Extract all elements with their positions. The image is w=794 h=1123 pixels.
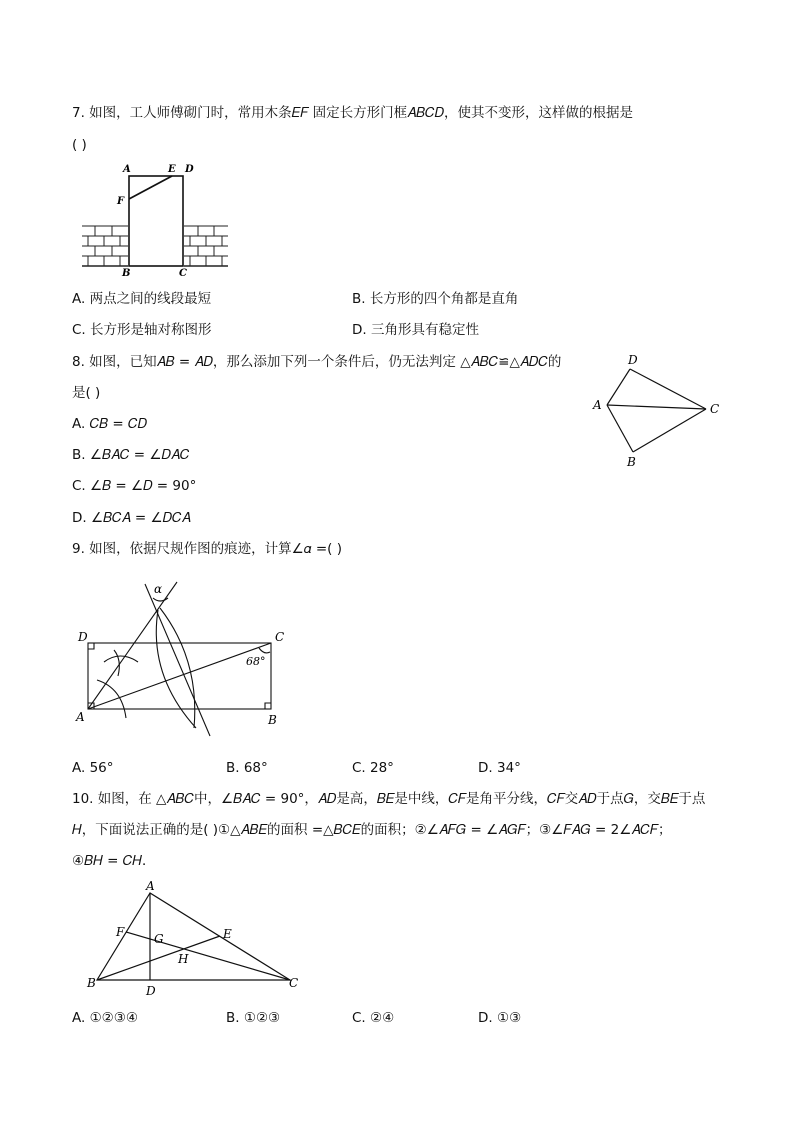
q7-label-f: F <box>117 196 125 207</box>
q8-stem-continued: 是( ) <box>72 385 101 401</box>
q10-stem-line3: ④𝐵𝐻 = 𝐶𝐻． <box>72 853 156 869</box>
q9-label-angle: 68° <box>246 655 266 668</box>
q7-option-a[interactable]: A. 两点之间的线段最短 <box>72 291 212 307</box>
q9-label-a: A <box>76 710 85 724</box>
q10-label-d: D <box>146 984 156 998</box>
q9-label-d: D <box>78 630 88 644</box>
q10-label-b: B <box>87 976 96 990</box>
q9-label-b: B <box>268 713 277 727</box>
q9-option-c[interactable]: C. 28° <box>352 760 394 776</box>
q10-label-c: C <box>289 976 299 990</box>
q9-option-a[interactable]: A. 56° <box>72 760 114 776</box>
q10-option-b[interactable]: B. ①②③ <box>226 1010 281 1026</box>
q9-option-d[interactable]: D. 34° <box>478 760 521 776</box>
q10-label-a: A <box>146 879 155 893</box>
q7-label-e: E <box>168 164 176 175</box>
q8-label-a: A <box>593 398 602 412</box>
q8-option-c[interactable]: C. ∠𝐵 = ∠𝐷 = 90° <box>72 478 197 494</box>
q10-stem-line1: 10. 如图，在 △𝐴𝐵𝐶中，∠𝐵𝐴𝐶 = 90°，𝐴𝐷是高，𝐵𝐸是中线，𝐶𝐹是角平分线，𝐶𝐹交𝐴𝐷于点𝐺，交𝐵𝐸于点 <box>72 791 706 807</box>
q10-label-h: H <box>178 952 189 966</box>
q8-stem: 8. 如图，已知𝐴𝐵 = 𝐴𝐷，那么添加下列一个条件后，仍无法判定 △𝐴𝐵𝐶≌△𝐴𝐷𝐶的 <box>72 354 562 370</box>
q7-paren: ( ) <box>72 137 87 153</box>
q7-label-c: C <box>179 268 187 279</box>
q10-option-d[interactable]: D. ①③ <box>478 1010 522 1026</box>
q8-label-b: B <box>627 455 636 469</box>
q8-option-b[interactable]: B. ∠𝐵𝐴𝐶 = ∠𝐷𝐴𝐶 <box>72 447 190 463</box>
q7-stem: 7. 如图，工人师傅砌门时，常用木条𝐸𝐹 固定长方形门框𝐴𝐵𝐶𝐷，使其不变形，这样做的根据是 <box>72 105 634 121</box>
q10-label-f: F <box>116 925 125 939</box>
q10-label-g: G <box>154 932 164 946</box>
q9-label-c: C <box>275 630 285 644</box>
q10-option-c[interactable]: C. ②④ <box>352 1010 395 1026</box>
q8-option-d[interactable]: D. ∠𝐵𝐶𝐴 = ∠𝐷𝐶𝐴 <box>72 510 191 526</box>
q9-label-alpha: α <box>154 582 163 596</box>
q8-label-c: C <box>710 402 720 416</box>
q7-option-c[interactable]: C. 长方形是轴对称图形 <box>72 322 212 338</box>
q9-option-b[interactable]: B. 68° <box>226 760 268 776</box>
q7-label-b: B <box>122 268 131 279</box>
q9-stem: 9. 如图，依据尺规作图的痕迹，计算∠𝛼 =( ) <box>72 541 343 557</box>
q7-label-d: D <box>185 164 194 175</box>
q10-label-e: E <box>223 927 232 941</box>
q8-option-a[interactable]: A. 𝐶𝐵 = 𝐶𝐷 <box>72 416 148 432</box>
q7-label-a: A <box>123 164 131 175</box>
q7-option-b[interactable]: B. 长方形的四个角都是直角 <box>352 291 519 307</box>
q10-stem-line2: 𝐻，下面说法正确的是( )①△𝐴𝐵𝐸的面积 =△𝐵𝐶𝐸的面积；②∠𝐴𝐹𝐺 = ∠𝐴𝐺𝐹；③∠𝐹𝐴𝐺 = 2∠𝐴𝐶𝐹； <box>72 822 672 838</box>
q7-option-d[interactable]: D. 三角形具有稳定性 <box>352 322 479 338</box>
q8-label-d: D <box>628 353 638 367</box>
q10-option-a[interactable]: A. ①②③④ <box>72 1010 138 1026</box>
